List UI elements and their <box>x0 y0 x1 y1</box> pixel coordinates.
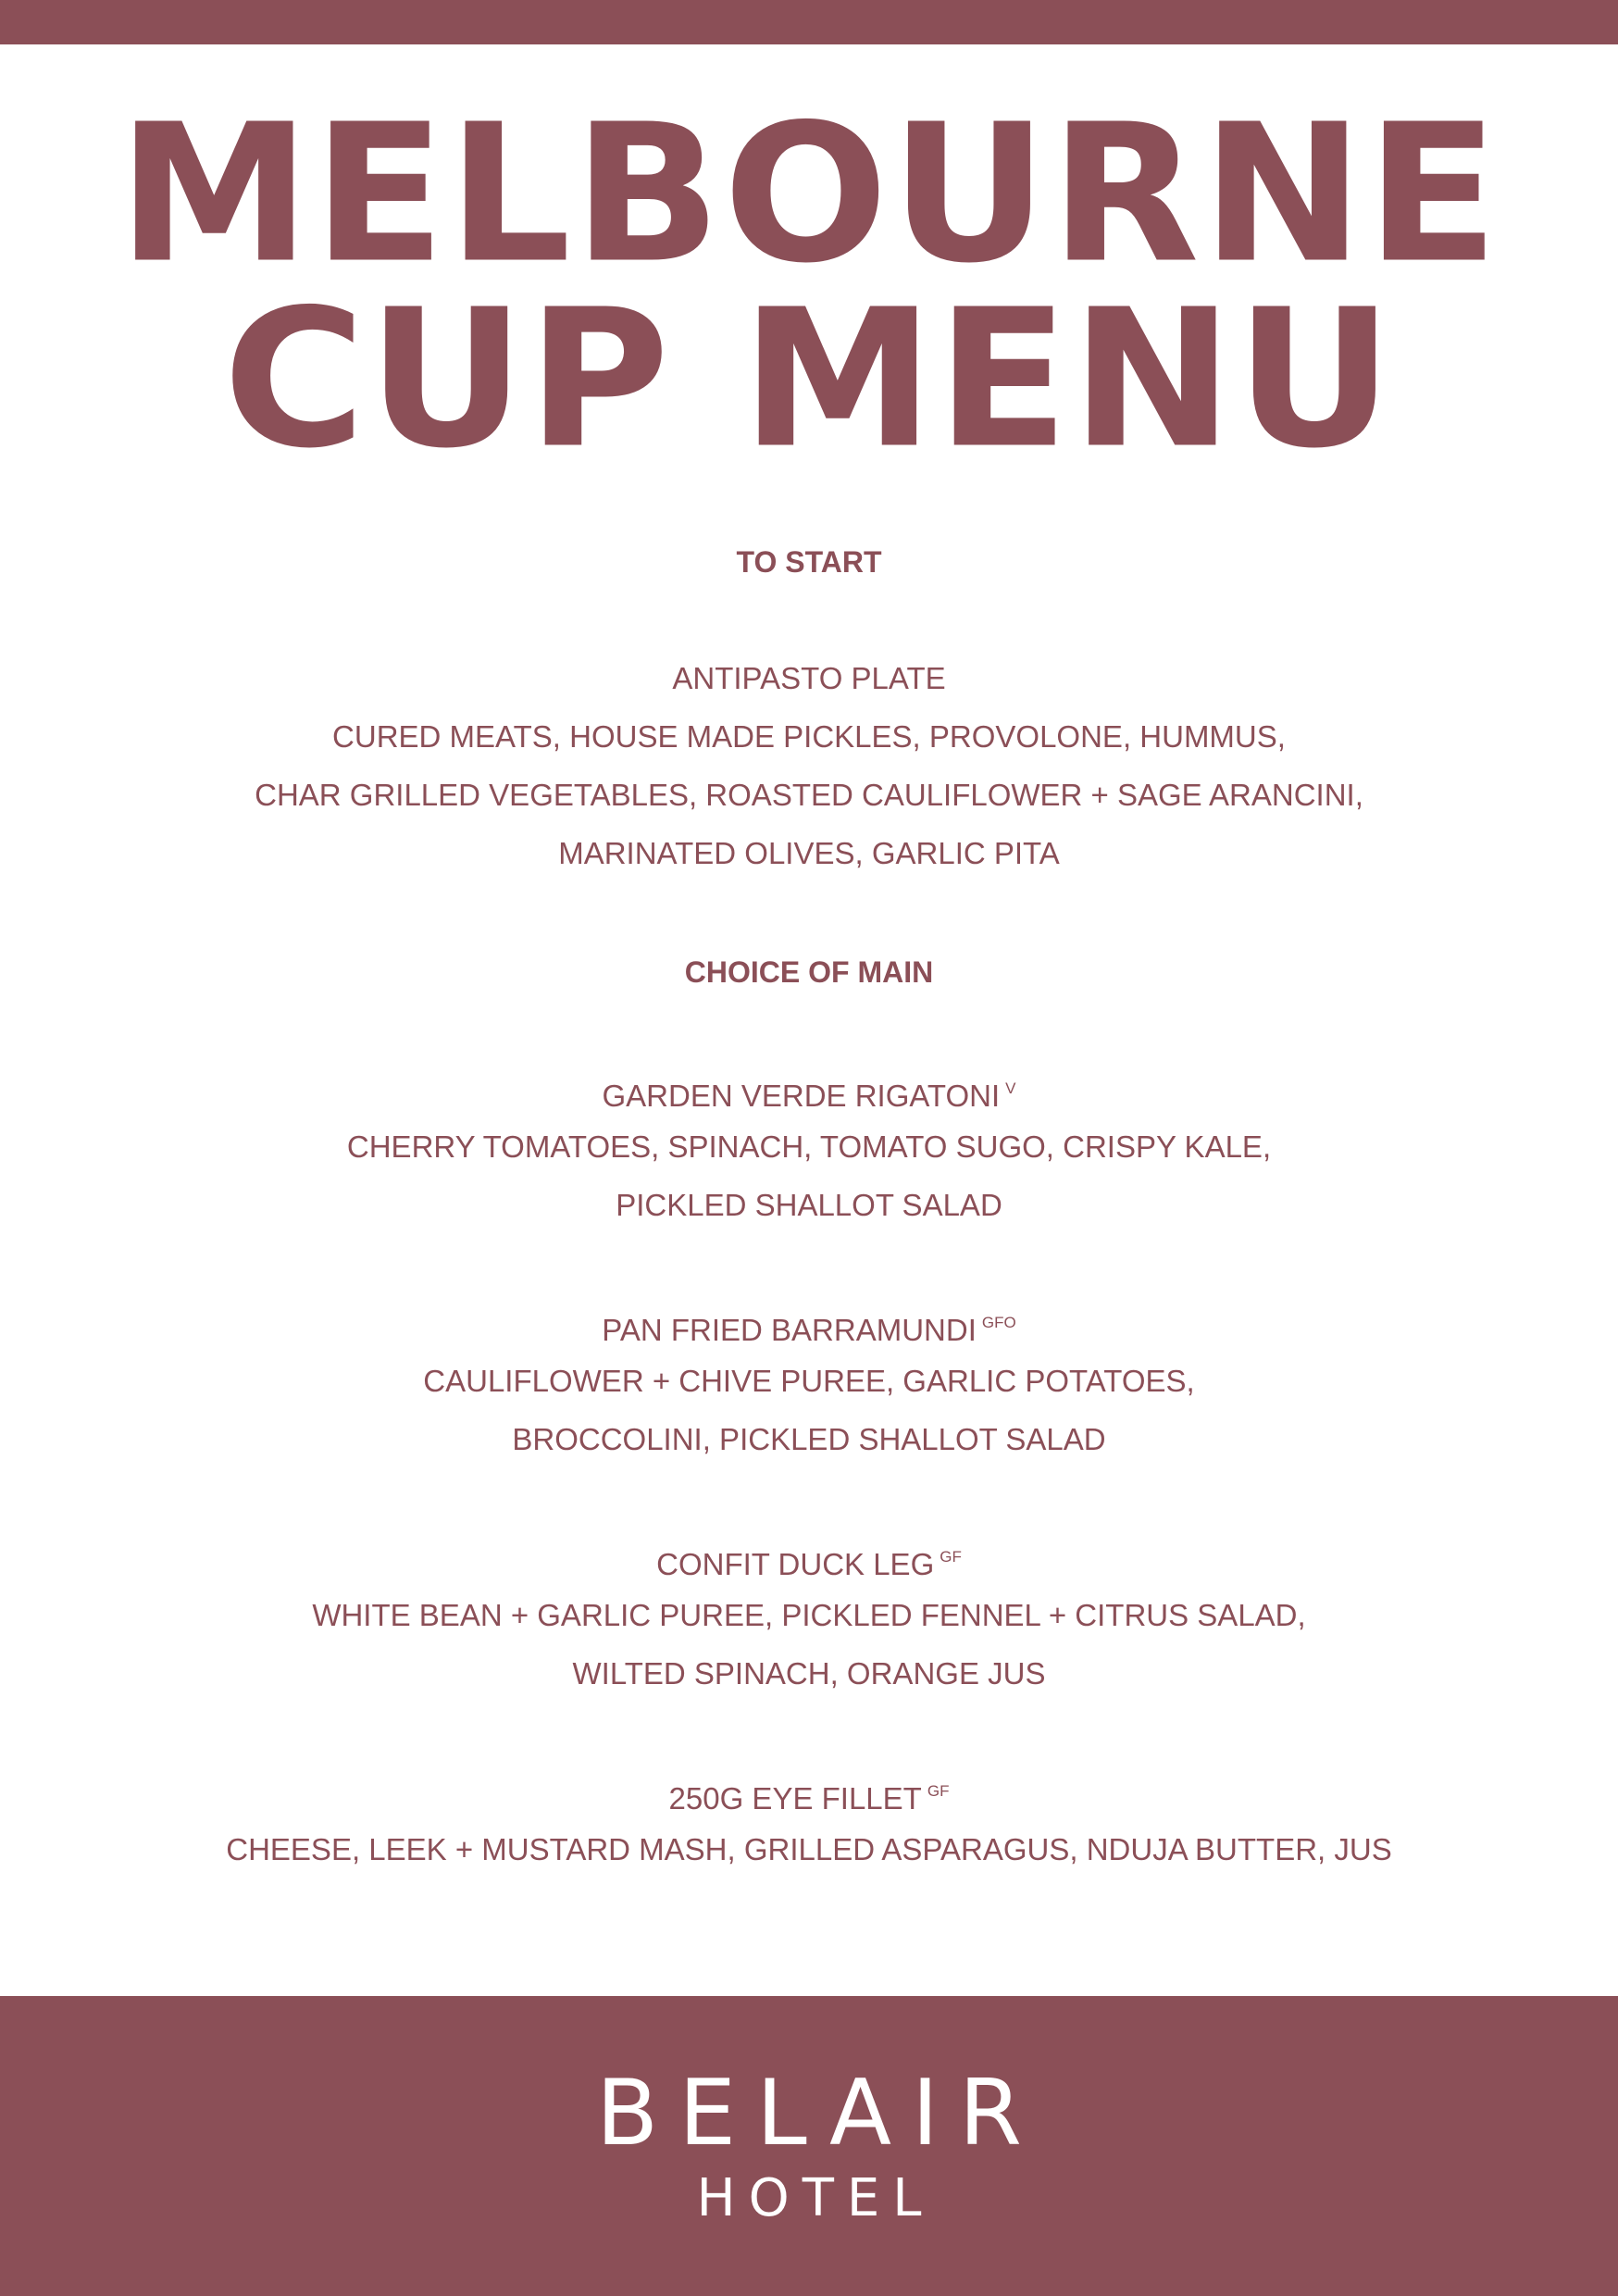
dish-name-text: CONFIT DUCK LEG <box>656 1547 935 1581</box>
section-heading-start: TO START <box>736 545 882 579</box>
menu-title-line-1: MELBOURNE <box>117 82 1501 306</box>
dish-desc-line: WILTED SPINACH, ORANGE JUS <box>572 1656 1046 1691</box>
dietary-tag: GF <box>940 1548 962 1566</box>
dish-desc-line: WHITE BEAN + GARLIC PUREE, PICKLED FENNEL + CITRUS SALAD, <box>312 1598 1306 1632</box>
dish-name-antipasto <box>0 660 1618 697</box>
dish-desc-line: CHEESE, LEEK + MUSTARD MASH, GRILLED ASPARAGUS, NDUJA BUTTER, JUS <box>226 1832 1392 1866</box>
dish-desc-line: CURED MEATS, HOUSE MADE PICKLES, PROVOLONE, HUMMUS, <box>332 719 1286 754</box>
menu-title-line-2: CUP MENU <box>222 268 1396 491</box>
dish-name-text: ANTIPASTO PLATE <box>672 661 946 695</box>
brand-logo-name: BELAIR <box>595 2061 1043 2166</box>
dietary-tag: GFO <box>981 1314 1016 1331</box>
dish-name-text: PAN FRIED BARRAMUNDI <box>602 1313 977 1347</box>
dish-desc-line: PICKLED SHALLOT SALAD <box>616 1188 1002 1222</box>
dish-name-text: 250G EYE FILLET <box>668 1781 922 1816</box>
dish-name-duck <box>0 1539 1618 1583</box>
top-accent-bar <box>0 0 1618 44</box>
dish-name-eye-fillet <box>0 1773 1618 1817</box>
dish-desc-line: BROCCOLINI, PICKLED SHALLOT SALAD <box>512 1422 1106 1456</box>
section-heading-main: CHOICE OF MAIN <box>684 955 934 989</box>
dish-desc-line: CAULIFLOWER + CHIVE PUREE, GARLIC POTATOES, <box>423 1364 1195 1398</box>
dish-name-rigatoni <box>0 1070 1618 1115</box>
dietary-tag: V <box>1005 1079 1016 1097</box>
brand-logo-subtitle: HOTEL <box>696 2168 935 2228</box>
dish-name-barramundi <box>0 1304 1618 1349</box>
dish-desc-line: CHAR GRILLED VEGETABLES, ROASTED CAULIFLOWER + SAGE ARANCINI, <box>255 778 1363 812</box>
dish-desc-line: MARINATED OLIVES, GARLIC PITA <box>558 836 1060 870</box>
dietary-tag: GF <box>927 1782 950 1800</box>
dish-name-text: GARDEN VERDE RIGATONI <box>602 1079 1001 1113</box>
dish-desc-line: CHERRY TOMATOES, SPINACH, TOMATO SUGO, CRISPY KALE, <box>346 1129 1272 1164</box>
